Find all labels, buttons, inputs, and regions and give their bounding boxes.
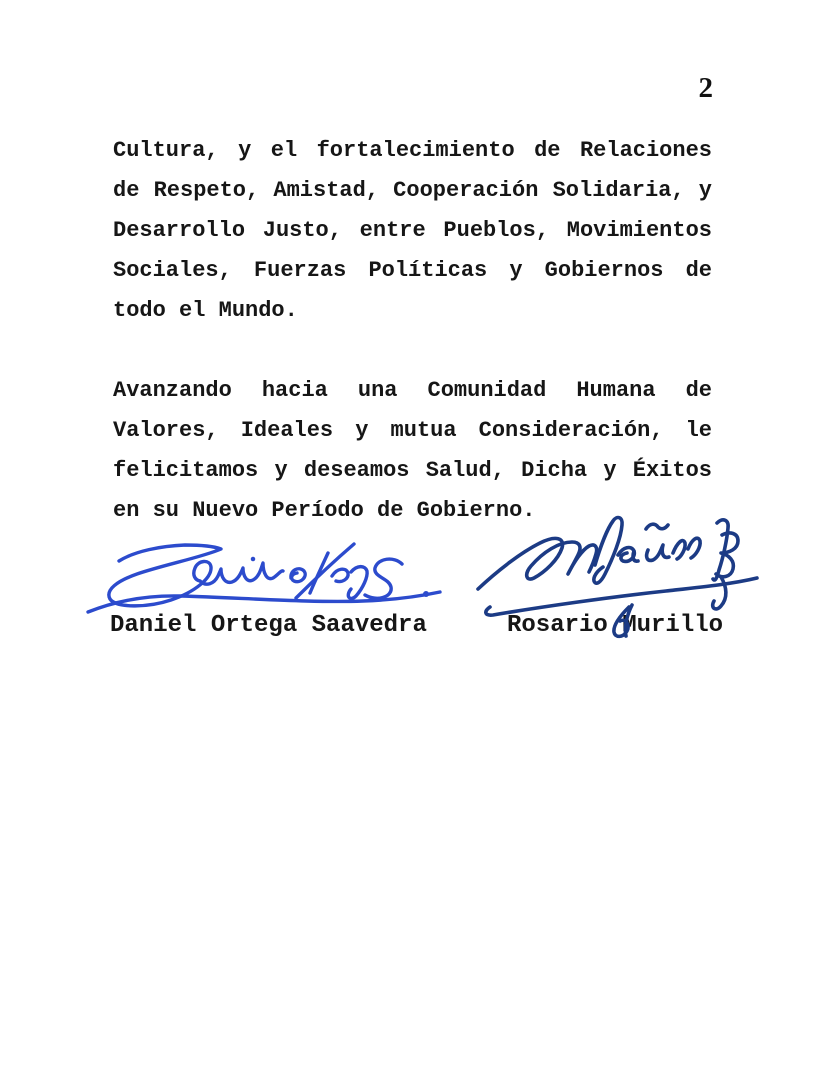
letter-body bbox=[113, 131, 712, 531]
page-number: 2 bbox=[698, 72, 713, 104]
daniel-signature-strokes bbox=[88, 544, 440, 612]
text-line: Sociales, Fuerzas Políticas y Gobiernos de bbox=[113, 258, 712, 283]
text-line: felicitamos y deseamos Salud, Dicha y Éxitos bbox=[113, 458, 712, 483]
signer-name-rosario-murillo: Rosario Murillo bbox=[507, 612, 724, 639]
text-line: en su Nuevo Período de Gobierno. bbox=[113, 498, 536, 523]
text-line: Desarrollo Justo, entre Pueblos, Movimientos bbox=[113, 218, 712, 243]
text-line: todo el Mundo. bbox=[113, 298, 298, 323]
text-line: de Respeto, Amistad, Cooperación Solidaria, y bbox=[113, 178, 712, 203]
text-line: Avanzando hacia una Comunidad Humana de bbox=[113, 378, 712, 403]
signer-name-daniel-ortega: Daniel Ortega Saavedra bbox=[110, 612, 427, 639]
paragraph-1 bbox=[113, 131, 712, 331]
text-line: Cultura, y el fortalecimiento de Relaciones bbox=[113, 138, 712, 163]
text-line: Valores, Ideales y mutua Consideración, le bbox=[113, 418, 712, 443]
paragraph-2 bbox=[113, 371, 712, 531]
